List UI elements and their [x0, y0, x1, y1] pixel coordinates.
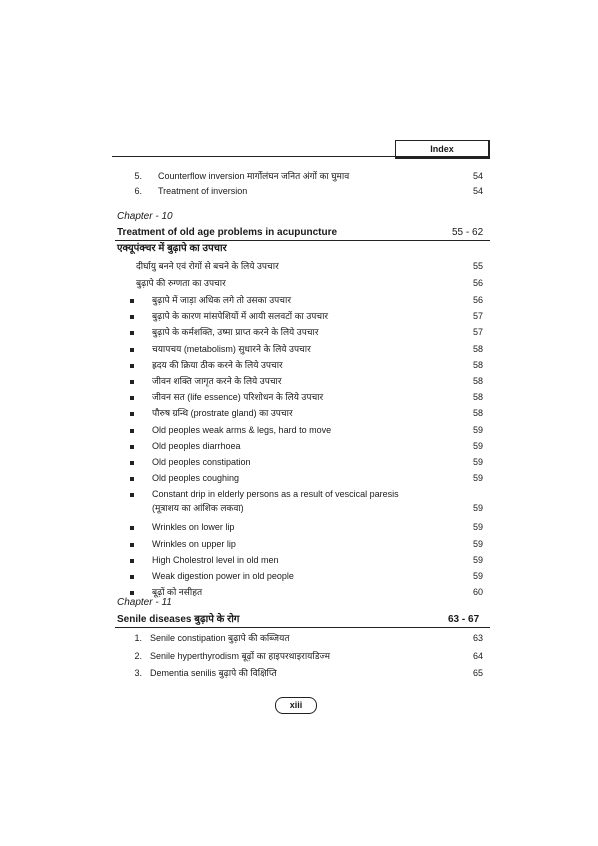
item-number: 5.: [134, 171, 142, 181]
chapter-10-hindi-title: एक्यूपंक्चर में बुढ़ापे का उपचार: [117, 243, 227, 254]
list-item: [0, 259, 598, 274]
item-text-continued: (मूत्राशय का आंशिक लकवा): [152, 503, 244, 514]
item-text: Old peoples diarrhoea: [152, 440, 241, 451]
item-text: Old peoples weak arms & legs, hard to move: [152, 424, 332, 435]
item-text: बुढ़ापे के कर्मशक्ति, उष्मा प्राप्त करने के लिये उपचार: [152, 327, 319, 338]
bullet-item: [0, 293, 598, 308]
bullet-item: [0, 569, 598, 584]
bullet-marker: [130, 559, 134, 563]
item-page: 65: [472, 668, 483, 678]
item-text: बूढ़ों को नसीहत: [152, 587, 203, 598]
item-number: 3.: [134, 668, 142, 678]
item-page: 55: [472, 261, 483, 271]
chapter-11-title: [117, 613, 480, 627]
item-text: Dementia senilis बुढ़ापे की विक्षिप्ति: [150, 668, 277, 678]
list-item: [0, 649, 598, 664]
bullet-item: [0, 406, 598, 421]
item-page: 63: [472, 633, 483, 643]
item-text: Counterflow inversion मार्गोलंघन जनित अंगों का घुमाव: [158, 171, 350, 181]
chapter-10-title: [117, 226, 484, 240]
item-page: 56: [472, 278, 483, 288]
item-text: High Cholestrol level in old men: [152, 554, 279, 565]
bullet-marker: [130, 575, 134, 579]
item-page: 59: [472, 554, 483, 565]
item-page: 58: [472, 376, 483, 386]
bullet-item: [0, 537, 598, 552]
item-page: 64: [472, 651, 483, 661]
bullet-marker: [130, 445, 134, 449]
bullet-item: [0, 553, 598, 568]
bullet-marker: [130, 348, 134, 352]
item-text: बुढ़ापे में जाड़ा अधिक लगे तो उसका उपचार: [152, 295, 292, 305]
item-text: Weak digestion power in old people: [152, 571, 294, 581]
bullet-item: [0, 342, 598, 357]
list-item: [0, 666, 598, 681]
bullet-marker: [130, 526, 134, 530]
bullet-item: [0, 585, 598, 600]
item-page: 59: [472, 424, 483, 435]
item-text: Wrinkles on upper lip: [152, 538, 236, 549]
item-page: 59: [472, 457, 483, 467]
item-page: 57: [472, 327, 483, 338]
bullet-marker: [130, 315, 134, 319]
item-page: 58: [472, 392, 483, 403]
chapter-11-label: Chapter - 11: [117, 597, 172, 608]
bullet-marker: [130, 543, 134, 547]
header-rule: [112, 156, 489, 157]
bullet-item: [0, 439, 598, 454]
bullet-marker: [130, 591, 134, 595]
bullet-marker: [130, 493, 134, 497]
bullet-marker: [130, 477, 134, 481]
bullet-item: [0, 487, 598, 514]
item-number: 1.: [134, 633, 142, 643]
item-text: Constant drip in elderly persons as a result of vescical paresis: [152, 489, 399, 500]
bullet-marker: [130, 299, 134, 303]
item-page: 59: [472, 522, 483, 533]
bullet-item: [0, 309, 598, 324]
item-page: 59: [472, 440, 483, 451]
chapter-10-title-text: Treatment of old age problems in acupuncture: [117, 227, 338, 238]
item-text: पौरुष ग्रन्थि (prostrate gland) का उपचार: [152, 408, 293, 419]
chapter-10-pages: 55 - 62: [452, 227, 484, 238]
bullet-marker: [130, 412, 134, 416]
list-item: [0, 169, 598, 184]
item-page: 54: [472, 186, 483, 196]
chapter-11-title-text: Senile diseases बुढ़ापे के रोग: [117, 614, 240, 625]
item-text: दीर्घायु बनने एवं रोगों से बचने के लिये उपचार: [136, 261, 279, 271]
bullet-marker: [130, 331, 134, 335]
item-text: Old peoples constipation: [152, 457, 251, 467]
item-text: बुढ़ापे के कारण मांसपेशियों में आयी सलवटों का उपचार: [152, 311, 329, 322]
item-text: Senile constipation बुढ़ापे की कब्जियत: [150, 633, 290, 643]
bullet-marker: [130, 396, 134, 400]
item-text: चयापचय (metabolism) सुधारने के लिये उपचार: [152, 343, 311, 354]
item-text: जीवन शक्ति जागृत करने के लिये उपचार: [152, 376, 282, 386]
bullet-item: [0, 471, 598, 486]
bullet-item: [0, 520, 598, 535]
chapter-11-rule: [115, 627, 490, 628]
bullet-marker: [130, 429, 134, 433]
bullet-item: [0, 455, 598, 470]
bullet-item: [0, 390, 598, 405]
bullet-item: [0, 325, 598, 340]
chapter-11-pages: 63 - 67: [448, 614, 480, 625]
list-item: [0, 276, 598, 291]
item-text: जीवन सत (life essence) परिशोधन के लिये उपचार: [152, 392, 324, 403]
bullet-item: [0, 423, 598, 438]
item-text: Treatment of inversion: [158, 186, 248, 196]
item-page: 59: [472, 473, 483, 484]
item-page: 59: [472, 571, 483, 581]
item-page: 59: [472, 538, 483, 549]
item-page: 58: [472, 408, 483, 419]
index-header-box: Index: [395, 140, 490, 159]
item-page: 60: [472, 587, 483, 598]
item-page: 57: [472, 311, 483, 322]
item-text: Old peoples coughing: [152, 473, 240, 484]
chapter-10-rule: [115, 240, 490, 241]
list-item: [0, 184, 598, 199]
item-text: ह्रदय की क्रिया ठीक करने के लिये उपचार: [152, 359, 283, 370]
bullet-marker: [130, 364, 134, 368]
item-text: बुढ़ापे की रुग्णता का उपचार: [136, 278, 226, 288]
item-page: 59: [472, 503, 483, 514]
item-page: 58: [472, 343, 483, 354]
item-text: Senile hyperthyrodism बूढ़ों का हाइपरथाइरायडिज्म: [150, 651, 331, 661]
bullet-marker: [130, 380, 134, 384]
item-text: Wrinkles on lower lip: [152, 522, 235, 533]
item-number: 2.: [134, 651, 142, 661]
item-number: 6.: [134, 186, 142, 196]
bullet-marker: [130, 461, 134, 465]
list-item: [0, 631, 598, 646]
bullet-item: [0, 374, 598, 389]
item-page: 56: [472, 295, 483, 305]
bullet-item: [0, 358, 598, 373]
item-page: 58: [472, 359, 483, 370]
chapter-10-label: Chapter - 10: [117, 211, 173, 222]
item-page: 54: [472, 171, 483, 181]
page-number-badge: xiii: [275, 697, 317, 714]
